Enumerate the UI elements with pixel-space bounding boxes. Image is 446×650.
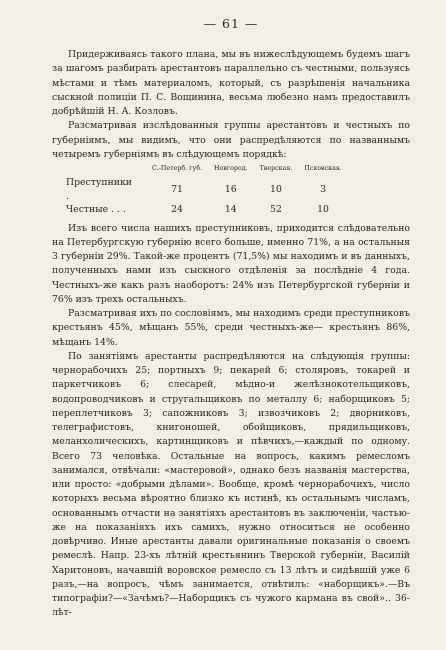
row-label: Преступники . [66, 177, 132, 202]
page-number: — 61 — [203, 16, 259, 31]
table-cell: 10 [317, 204, 329, 215]
distribution-table [66, 165, 348, 217]
table-header-blank [66, 165, 146, 176]
table-cell: 3 [320, 183, 327, 195]
table-header-cell: Псковская. [304, 165, 342, 172]
table-cell: 52 [270, 204, 282, 215]
table-cell: 24 [171, 204, 183, 215]
table-cell: 10 [270, 183, 282, 195]
table-cell: 14 [224, 204, 237, 215]
table-header-cell: Новгород. [213, 165, 248, 172]
table-row [66, 203, 348, 217]
table-cell: 16 [224, 183, 237, 195]
row-label: Честные . . . [66, 204, 126, 215]
table-cell: 71 [171, 183, 183, 195]
paragraph-groups: Разсматривая изслѣдованныя группы арестантовъ и честныхъ по губерніямъ, мы видимъ, что они распредѣляются по названнымъ четыремъ губерніямъ въ слѣдующемъ порядкѣ: [52, 120, 410, 160]
table-header-cell: С.-Петерб. губ. [151, 165, 202, 172]
table-header-cell: Тверская. [259, 165, 293, 172]
paragraph-intro: Придерживаясь такого плана, мы въ нижеслѣдующемъ будемъ шагъ за шагомъ разбирать арестантовъ параллельно съ честными, пользуясь мѣстами и тѣмъ материаломъ, который, съ разрѣшенія начальника сыскной полиціи П. С. Вощинина, весьма любезно намъ предоставилъ добрѣйшій Н. А. Козловъ. [52, 49, 410, 117]
paragraph-estates: Разсматривая ихъ по сословіямъ, мы находимъ среди преступниковъ крестьянъ 45%, мѣщанъ 55%, среди честныхъ-же— крестьянъ 86%, мѣщанъ 14%. [52, 308, 410, 348]
table-row [66, 176, 348, 203]
table-header-row [66, 165, 348, 176]
paragraph-occupations: По занятіямъ арестанты распредѣляются на слѣдующія группы: чернорабочихъ 25; портныхъ 9; пекарей 6; столяровъ, токарей и паркетчиковъ 6; слесарей, мѣдно-и желѣзнокотельщиковъ, водопроводчиковъ и стругальщиковъ по металлу 6; наборщиковъ 5; переплетчиковъ 3; сапожниковъ 3; извозчиковъ 2; дворниковъ, телеграфистовъ, книгоношей, обойщиковъ, прядильщиковъ, меланхолическихъ, картинщиковъ и пѣвчихъ,—каждый по одному. Всего 73 человѣка. Остальные на вопросъ, какимъ ремесломъ занимался, отвѣчали: «мастеровой», однако безъ названія мастерства, или просто: «добрыми дѣлами». Вообще, кромѣ чернорабочихъ, число которыхъ весьма вѣроятно близко къ истинѣ, къ остальнымъ числамъ, основаннымъ отчасти на занятіяхъ арестантовъ въ заключеніи, частью-же на показаніяхъ ихъ самихъ, нужно относиться не особенно довѣрчиво. Иные арестанты давали оригинальные показанія о своемъ ремеслѣ. Напр. 23-хъ лѣтній крестьянинъ Тверской губерніи, Василій Харитоновъ, начавшій воровское ремесло съ 13 лѣтъ и сидѣвшій уже 6 разъ,—на вопросъ, чѣмъ занимается, отвѣтилъ: «наборщикъ».—Въ типографіи?—«Зачѣмъ?—Наборщикъ съ чужого кармана въ свой».. 36-лѣт- [52, 350, 410, 619]
paragraph-origin: Изъ всего числа нашихъ преступниковъ, приходится слѣдовательно на Петербургскую губернію всего больше, именно 71%, а на остальныя 3 губерніи 29%. Такой-же процентъ (71,5%) мы находимъ и въ данныхъ, полученныхъ нами изъ сыскного отдѣленія за послѣдніе 4 года. Честныхъ-же какъ разъ наоборотъ: 24% изъ Петербургской губерніи и 76% изъ трехъ остальныхъ. [52, 222, 410, 305]
